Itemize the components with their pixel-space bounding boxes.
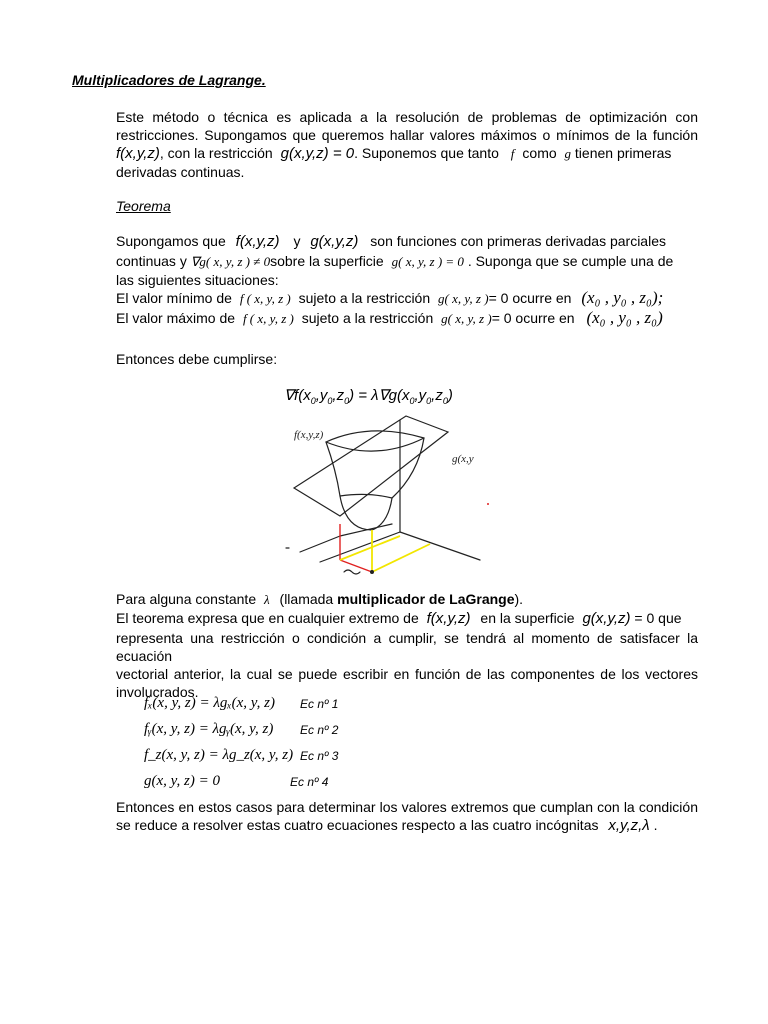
theorem-line-3: las siguientes situaciones:	[116, 272, 279, 288]
theorem-text: continuas y	[116, 253, 187, 269]
f-label: f(x,y,z)	[294, 429, 324, 441]
theorem-text: sujeto a la restricción	[298, 290, 431, 306]
g-expression: g(x,y,z) = 0	[280, 145, 355, 162]
g-expression: g(x,y,z)	[310, 233, 359, 250]
y-axis	[400, 532, 480, 560]
yellow-projection-line	[340, 536, 400, 560]
g-expression: g( x, y, z )	[438, 291, 489, 306]
intro-text: . Suponemos que tanto	[354, 145, 499, 161]
theorem-text: = 0 ocurre en	[488, 290, 572, 306]
explanation-line-5: involucrados.	[116, 684, 199, 700]
explanation-line-2	[116, 609, 698, 629]
f-expression: f(x,y,z)	[426, 610, 471, 627]
theorem-text: sobre la superficie	[270, 253, 384, 269]
explanation-text: en la superficie	[480, 610, 575, 626]
subscript: 0	[327, 396, 333, 406]
red-dot	[487, 503, 489, 505]
eq-part: ) = λ∇g(x	[349, 387, 410, 404]
equation-row	[144, 772, 220, 794]
eq-part: )	[447, 387, 453, 404]
g-symbol: g	[564, 146, 572, 161]
subscript: 0	[426, 396, 432, 406]
g-label: g(x,y	[452, 453, 474, 465]
subscript: 0	[310, 396, 316, 406]
explanation-line-3: representa una restricción o condición a cumplir, se tendrá al momento de satisfacer la ecuación	[116, 630, 698, 664]
intro-line-4: derivadas continuas.	[116, 164, 245, 180]
theorem-text: El valor mínimo de	[116, 290, 232, 306]
explanation-text: (llamada	[279, 591, 334, 607]
eq-part: ,y	[315, 387, 328, 404]
f-expression: f ( x, y, z )	[242, 311, 294, 326]
ground-line	[300, 536, 340, 552]
theorem-max-line	[116, 309, 698, 329]
closing-text: se reduce a resolver estas cuatro ecuaciones respecto a las cuatro incógnitas	[116, 817, 599, 833]
surface-edge	[326, 438, 424, 451]
equation-tag: Ec nº 1	[300, 697, 339, 711]
eq-part: ,z	[431, 387, 443, 404]
intro-line-1: Este método o técnica es aplicada a la resolución de problemas de optimización con	[116, 109, 698, 125]
g-expression: g(x,y,z)	[582, 610, 631, 627]
theorem-text: y	[293, 233, 301, 249]
explanation-line-1	[116, 590, 698, 609]
theorem-text: Supongamos que	[116, 233, 226, 249]
equation-row	[144, 746, 293, 768]
theorem-line-1	[116, 232, 698, 252]
theorem-text: . Suponga que se cumple una de	[467, 253, 674, 269]
theorem-text: sujeto a la restricción	[301, 310, 434, 326]
explanation-text: Para alguna constante	[116, 591, 257, 607]
subscript: 0	[344, 396, 350, 406]
surface-bottom	[340, 496, 392, 530]
intro-line-2: restricciones. Supongamos que queremos hallar valores máximos o mínimos de la función	[116, 127, 698, 143]
x-axis	[320, 532, 400, 562]
g-expression: g( x, y, z )	[441, 311, 492, 326]
intro-text: como	[522, 145, 557, 161]
equation-lhs: f_z(x, y, z) = λg_z(x, y, z)	[144, 747, 294, 763]
equation-lhs: g(x, y, z) = 0	[144, 773, 220, 789]
equation-lhs: fᵧ(x, y, z) = λgᵧ(x, y, z)	[144, 721, 274, 737]
f-symbol: f	[510, 146, 515, 161]
intro-line-3	[116, 144, 698, 163]
squiggle-mark	[344, 570, 360, 574]
explanation-paragraph	[116, 590, 698, 701]
f-expression: f(x,y,z)	[116, 145, 160, 162]
subscript: 0	[442, 396, 448, 406]
lambda-symbol: λ	[264, 592, 270, 607]
function-surface	[326, 431, 424, 498]
explanation-text: El teorema expresa que en cualquier extremo de	[116, 610, 419, 626]
explanation-line-4: vectorial anterior, la cual se puede escribir en función de las componentes de los vectores	[116, 666, 698, 682]
intro-text: tienen primeras	[574, 145, 672, 161]
point-expression: (x₀ , y₀ , z₀);	[581, 288, 664, 307]
explanation-text: ).	[514, 591, 524, 607]
surface-expression: g( x, y, z ) = 0	[391, 254, 464, 269]
ground-line	[340, 524, 392, 536]
f-expression: f ( x, y, z )	[239, 291, 291, 306]
explanation-text: = 0 que	[634, 610, 682, 626]
equation-lhs: fₓ(x, y, z) = λgₓ(x, y, z)	[144, 695, 275, 711]
theorem-text: son funciones con primeras derivadas parciales	[370, 233, 666, 249]
equation-tag: Ec nº 3	[300, 749, 339, 763]
lagrange-multiplier-term: multiplicador de LaGrange	[337, 591, 515, 607]
subscript: 0	[409, 396, 415, 406]
theorem-paragraph	[116, 232, 698, 329]
equation-row	[144, 720, 273, 742]
lagrange-equation	[284, 386, 453, 406]
equation-row	[144, 694, 275, 716]
closing-paragraph	[116, 798, 698, 835]
gradient-condition: ∇g( x, y, z ) ≠ 0	[190, 254, 271, 269]
closing-line-1: Entonces en estos casos para determinar los valores extremos que cumplan con la condición	[116, 799, 698, 815]
extremum-point	[370, 570, 374, 574]
eq-part: ,y	[414, 387, 427, 404]
equation-tag: Ec nº 2	[300, 723, 339, 737]
red-projection-line	[340, 560, 372, 572]
lagrange-figure	[280, 412, 500, 584]
theorem-min-line	[116, 289, 698, 309]
theorem-text: El valor máximo de	[116, 310, 236, 326]
point-expression: (x₀ , y₀ , z₀)	[586, 308, 663, 327]
then-text: Entonces debe cumplirse:	[116, 351, 278, 367]
theorem-heading: Teorema	[116, 198, 171, 214]
intro-paragraph	[116, 108, 698, 181]
eq-part: ,z	[332, 387, 345, 404]
intro-text: , con la restricción	[159, 145, 273, 161]
yellow-projection-line	[372, 544, 430, 572]
page-title: Multiplicadores de Lagrange.	[72, 72, 266, 88]
closing-text: .	[653, 817, 658, 833]
equation-tag: Ec nº 4	[290, 775, 329, 789]
closing-line-2	[116, 816, 698, 835]
theorem-line-2	[116, 252, 698, 271]
unknowns-expression: x,y,z,λ	[608, 817, 650, 834]
theorem-text: = 0 ocurre en	[491, 310, 575, 326]
f-expression: f(x,y,z)	[235, 233, 280, 250]
eq-part: ∇f(x	[284, 387, 311, 404]
